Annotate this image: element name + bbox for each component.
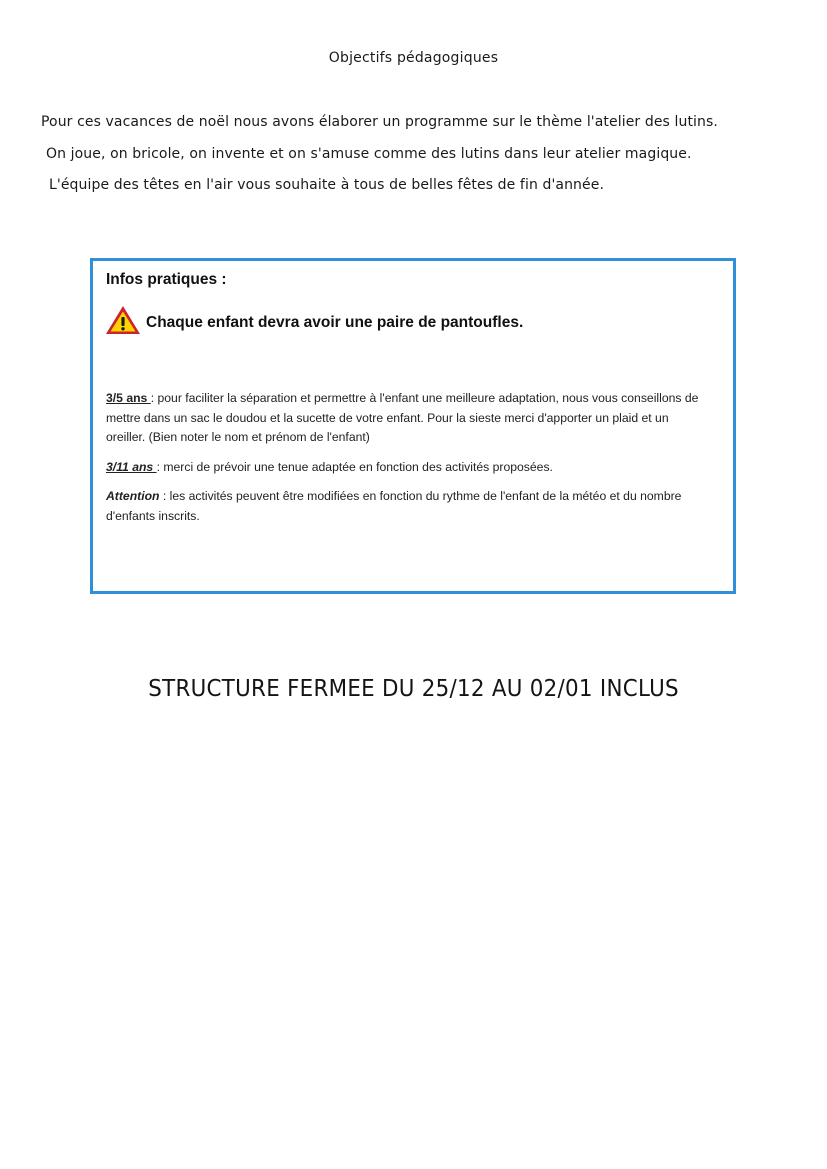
info-paragraph-attention	[106, 487, 716, 526]
page-title: Objectifs pédagogiques	[328, 50, 499, 66]
closure-notice: STRUCTURE FERMEE DU 25/12 AU 02/01 INCLUS	[148, 676, 679, 702]
warning-triangle-icon	[105, 305, 141, 335]
paragraph-lead: 3/5 ans	[106, 391, 151, 405]
intro-line: Pour ces vacances de noël nous avons élaborer un programme sur le thème l'atelier des lutins.	[41, 114, 718, 130]
intro-line: L'équipe des têtes en l'air vous souhaite à tous de belles fêtes de fin d'année.	[49, 177, 605, 193]
info-box-title: Infos pratiques :	[106, 271, 227, 288]
warning-text: Chaque enfant devra avoir une paire de pantoufles.	[146, 314, 524, 331]
paragraph-text: : merci de prévoir une tenue adaptée en fonction des activités proposées.	[156, 460, 553, 474]
warning-notice	[105, 305, 523, 335]
paragraph-text: : pour faciliter la séparation et permettre à l'enfant une meilleure adaptation, nous vous conseillons de mettre dans un sac le doudou et la sucette de votre enfant. Pour la sieste merci d'apporter un plaid et un oreiller. (Bien noter le nom et prénom de l'enfant)	[106, 391, 699, 444]
paragraph-text: : les activités peuvent être modifiées en fonction du rythme de l'enfant de la météo et du nombre d'enfants inscrits.	[106, 489, 682, 523]
paragraph-lead: Attention	[106, 489, 163, 503]
info-box	[90, 258, 736, 594]
info-paragraph-3-5-ans	[106, 389, 706, 448]
info-paragraph-3-11-ans	[106, 458, 716, 478]
paragraph-lead: 3/11 ans	[106, 460, 157, 474]
intro-line: On joue, on bricole, on invente et on s'amuse comme des lutins dans leur atelier magique.	[46, 146, 692, 162]
